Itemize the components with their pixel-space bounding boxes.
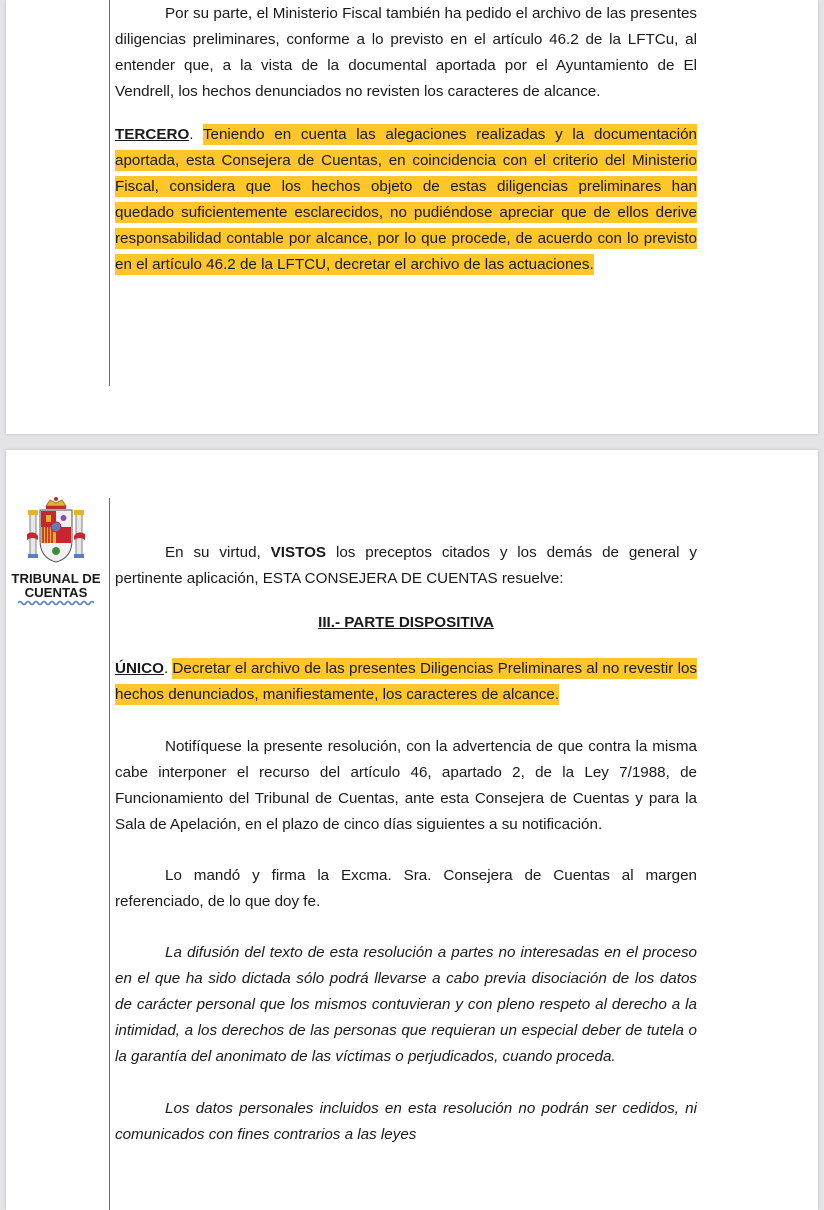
section-heading: III.- PARTE DISPOSITIVA (318, 614, 494, 631)
paragraph-unico: ÚNICO. Decretar el archivo de las presentes Diligencias Preliminares al no revestir los hechos denunciados, manifiestamente, los caracteres de alcance. (115, 660, 697, 703)
unico-highlighted-text: Decretar el archivo de las presentes Diligencias Preliminares al no revestir los hechos denunciados, manifiestamente, los caracteres de alcance. (115, 660, 697, 703)
page-2-body (115, 540, 697, 1148)
tribunal-logo (8, 496, 104, 606)
paragraph-en-su-virtud (115, 540, 697, 592)
coat-of-arms-icon (24, 496, 88, 566)
logo-line-2: CUENTAS (24, 585, 88, 600)
page-1-body (115, 0, 697, 278)
paragraph-ministerio-fiscal: Por su parte, el Ministerio Fiscal también ha pedido el archivo de las presentes diligencias preliminares, conforme a lo previsto en el artículo 46.2 de la LFTCu, al entender que, a la vista de la documental aportada por el Ayuntamiento de El Vendrell, los hechos denunciados no revisten los caracteres de alcance. (115, 5, 697, 100)
datos-text: Los datos personales incluidos en esta resolución no podrán ser cedidos, ni comunicados con fines contrarios a las leyes (115, 1100, 697, 1143)
paragraph-notifiquese: Notifíquese la presente resolución, con la advertencia de que contra la misma cabe interponer el recurso del artículo 46, apartado 2, de la Ley 7/1988, de Funcionamiento del Tribunal de Cuentas, ante esta Consejera de Cuentas y para la Sala de Apelación, en el plazo de cinco días siguientes a su notificación. (115, 738, 697, 833)
paragraph-datos-personales (115, 1096, 697, 1148)
wave-ornament-icon (18, 600, 94, 606)
tercero-highlighted-text: Teniendo en cuenta las alegaciones realizadas y la documentación aportada, esta Consejera de Cuentas, en coincidencia con el criterio del Ministerio Fiscal, considera que los hechos objeto de estas diligencias preliminares han quedado suficientemente esclarecidos, no pudiéndose apreciar que de ellos derive responsabilidad contable por alcance, por lo que procede, de acuerdo con lo previsto en el artículo 46.2 de la LFTCU, decretar el archivo de las actuaciones. (115, 126, 697, 273)
difusion-text: La difusión del texto de esta resolución a partes no interesadas en el proceso en el que ha sido dictada sólo podrá llevarse a cabo previa disociación de los datos de carácter personal que los mismos contuvieran y con pleno respeto al derecho a la intimidad, a los derechos de las personas que requieran un especial deber de tutela o la garantía del anonimato de las víctimas o perjudicados, cuando proceda. (115, 944, 697, 1065)
logo-line-1: TRIBUNAL DE (11, 571, 101, 586)
vistos-bold: VISTOS (270, 544, 327, 561)
virtud-prefix: En su virtud, (165, 544, 271, 561)
unico-label: ÚNICO (115, 660, 164, 677)
paragraph-lo-mando: Lo mandó y firma la Excma. Sra. Consejera de Cuentas al margen referenciado, de lo que doy fe. (115, 867, 697, 910)
paragraph-difusion (115, 940, 697, 1070)
document-page-1 (6, 0, 818, 434)
virtud-suffix: los preceptos citados y los demás de general y pertinente aplicación, ESTA CONSEJERA DE CUENTAS resuelve: (115, 544, 697, 587)
document-page-2 (6, 450, 818, 1210)
tercero-label: TERCERO (115, 126, 190, 143)
margin-rule (109, 498, 110, 1210)
paragraph-tercero: TERCERO. Teniendo en cuenta las alegaciones realizadas y la documentación aportada, esta Consejera de Cuentas, en coincidencia con el criterio del Ministerio Fiscal, considera que los hechos objeto de estas diligencias preliminares han quedado suficientemente esclarecidos, no pudiéndose apreciar que de ellos derive responsabilidad contable por alcance, por lo que procede, de acuerdo con lo previsto en el artículo 46.2 de la LFTCU, decretar el archivo de las actuaciones. (115, 126, 697, 273)
margin-rule (109, 0, 110, 386)
tribunal-name (8, 572, 104, 600)
